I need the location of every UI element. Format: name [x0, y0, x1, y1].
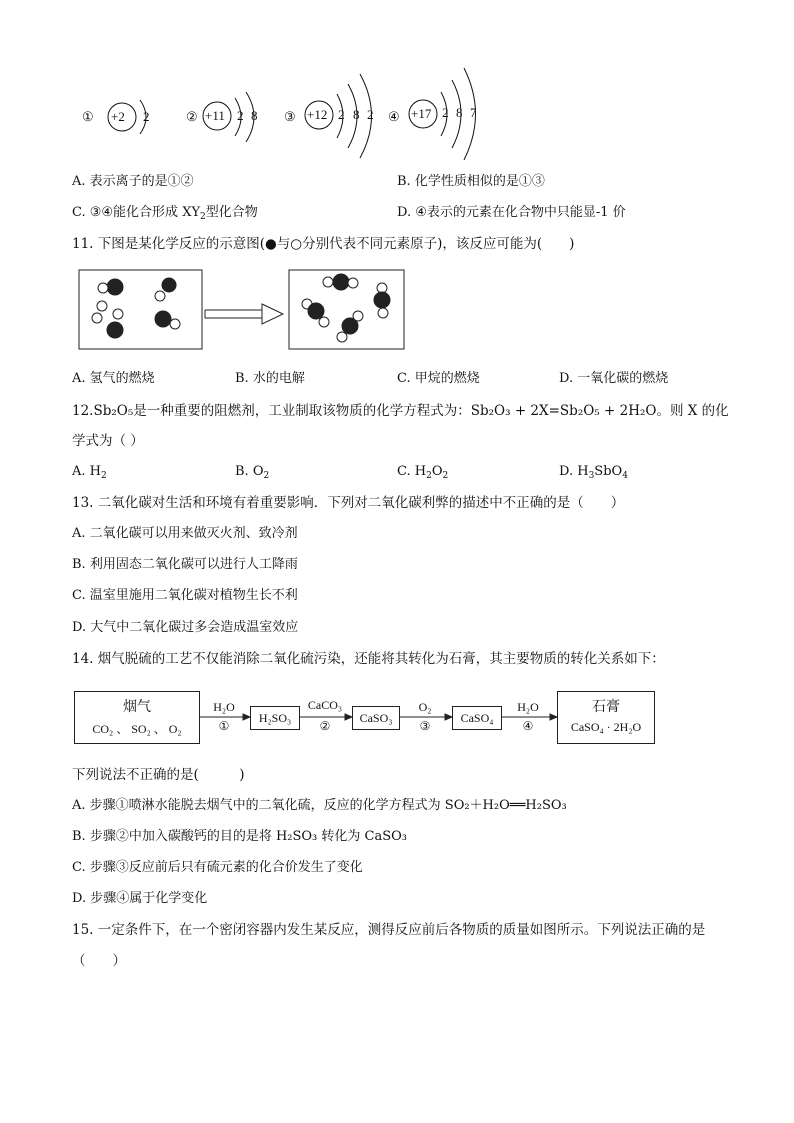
flow-arrow-2-top: CaCO₃: [307, 698, 343, 712]
flow-arrow-2-bottom: ②: [319, 719, 331, 733]
q12-option-d-text: D. H: [559, 464, 589, 479]
flow-arrow-4-bottom: ④: [522, 719, 534, 733]
q12-stem-line-2: 学式为（ ）: [72, 433, 144, 449]
q10-option-c-text-2: 型化合物: [205, 205, 258, 220]
q14-stem: 14. 烟气脱硫的工艺不仅能消除二氧化硫污染，还能将其转化为石膏，其主要物质的转化关系如下：: [72, 651, 665, 667]
flow-arrow-4-top: H₂O: [517, 700, 539, 714]
q10-option-d[interactable]: D. ④表示的元素在化合物中只能显-1 价: [397, 205, 626, 220]
flow-arrow-1-top: H₂O: [213, 700, 235, 714]
q12-option-d-sub: 3: [588, 471, 595, 481]
q12-option-a-sub: 2: [101, 471, 107, 481]
flow-start-title: 烟气: [123, 699, 151, 715]
atom-1-number: ①: [82, 109, 94, 124]
atom-2-nucleus-charge: +11: [205, 108, 225, 123]
atom-4-shell-1: 2: [442, 105, 449, 120]
atom-2-number: ②: [186, 109, 198, 124]
q14-option-d[interactable]: D. 步骤④属于化学变化: [72, 891, 208, 906]
atom-3-shell-2: 8: [353, 107, 360, 122]
q12-option-c-text-2: O: [431, 464, 443, 479]
q12-option-b-text: B. O: [235, 464, 264, 479]
flow-box-h2so3: H₂SO₃: [250, 706, 300, 730]
atom-3-number: ③: [284, 109, 296, 124]
q15-stem-line-2: （ ）: [72, 953, 126, 969]
atom-4-shell-2: 8: [456, 105, 463, 120]
q11-option-b[interactable]: B. 水的电解: [235, 371, 305, 386]
atom-3-shell-3: 2: [367, 107, 374, 122]
q10-option-c-text: C. ③④能化合形成 XY: [72, 205, 201, 220]
q12-stem-line-1: 12.Sb₂O₅是一种重要的阻燃剂，工业制取该物质的化学方程式为：Sb₂O₃ + 2X=Sb₂O₅ + 2H₂O。则 X 的化: [72, 403, 729, 419]
atom-3-shell-1: 2: [338, 107, 345, 122]
q10-option-a[interactable]: A. 表示离子的是①②: [72, 174, 194, 189]
q13-stem: 13. 二氧化碳对生活和环境有着重要影响．下列对二氧化碳利弊的描述中不正确的是（ ）: [72, 495, 625, 511]
q11-option-c[interactable]: C. 甲烷的燃烧: [397, 371, 480, 386]
flow-arrow-3-top: O₂: [418, 700, 432, 714]
flow-box-caso3: CaSO₃: [352, 706, 400, 730]
q10-option-b[interactable]: B. 化学性质相似的是①③: [397, 174, 545, 189]
flow-end-body: CaSO₄ · 2H₂O: [570, 720, 642, 734]
flow-arrow-3-bottom: ③: [419, 719, 431, 733]
q11-option-a[interactable]: A. 氢气的燃烧: [72, 371, 155, 386]
q11-stem: 11. 下图是某化学反应的示意图(●与○分别代表不同元素原子)，该反应可能为( ): [72, 236, 575, 252]
atom-2-shell-2: 8: [251, 108, 258, 123]
q12-option-c-text: C. H: [397, 464, 427, 479]
flow-start-body: CO₂ 、 SO₂ 、 O₂: [92, 722, 182, 736]
q13-option-d[interactable]: D. 大气中二氧化碳过多会造成温室效应: [72, 620, 299, 635]
flow-end-title: 石膏: [592, 699, 620, 715]
q14-option-b[interactable]: B. 步骤②中加入碳酸钙的目的是将 H₂SO₃ 转化为 CaSO₃: [72, 829, 408, 844]
flow-box-caso4: CaSO₄: [452, 706, 502, 730]
atom-2-shell-1: 2: [237, 108, 244, 123]
atom-4-number: ④: [388, 109, 400, 124]
q13-option-c[interactable]: C. 温室里施用二氧化碳对植物生长不利: [72, 588, 298, 603]
q12-option-c-sub-2: 2: [442, 471, 449, 481]
q12-option-b-sub: 2: [263, 471, 270, 481]
q13-option-b[interactable]: B. 利用固态二氧化碳可以进行人工降雨: [72, 557, 298, 572]
q12-option-a-text: A. H: [72, 464, 101, 479]
q15-stem: 15. 一定条件下，在一个密闭容器内发生某反应，测得反应前后各物质的质量如图所示。下列说法正确的是: [72, 922, 706, 938]
atom-4-shell-3: 7: [470, 105, 477, 120]
q14-option-a[interactable]: A. 步骤①喷淋水能脱去烟气中的二氧化硫，反应的化学方程式为 SO₂＋H₂O══H₂SO₃: [72, 798, 567, 813]
q12-option-c-sub: 2: [426, 471, 432, 481]
atom-4-nucleus-charge: +17: [411, 106, 432, 121]
atom-1-shell-1: 2: [143, 109, 150, 124]
q13-option-a[interactable]: A. 二氧化碳可以用来做灭火剂、致冷剂: [72, 526, 298, 541]
atom-3-nucleus-charge: +12: [307, 107, 328, 122]
q14-option-c[interactable]: C. 步骤③反应前后只有硫元素的化合价发生了变化: [72, 860, 363, 875]
q14-lead: 下列说法不正确的是( ): [72, 767, 245, 783]
flow-arrow-1-bottom: ①: [218, 719, 230, 733]
atom-1-nucleus-charge: +2: [111, 109, 125, 124]
q12-option-d-sub-2: 4: [622, 471, 628, 481]
q11-option-d[interactable]: D. 一氧化碳的燃烧: [559, 371, 669, 386]
q12-option-d-text-2: SbO: [594, 464, 623, 479]
q10-option-c-sub: 2: [200, 212, 206, 222]
